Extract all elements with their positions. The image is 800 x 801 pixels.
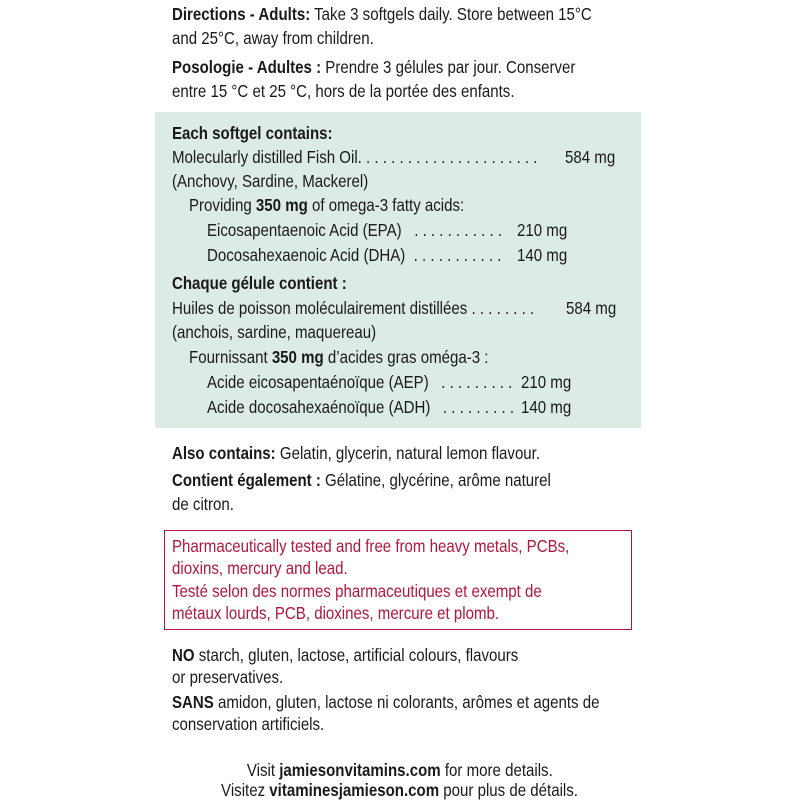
epa-fr-label: Acide eicosapentaénoïque (AEP) (207, 372, 429, 392)
fish-oil-fr-sources: (anchois, sardine, maquereau) (172, 322, 377, 342)
directions-en (172, 2, 592, 26)
ingredients-fr-heading: Chaque gélule contient : (172, 273, 347, 293)
website-link-en[interactable]: jamiesonvitamins.com (279, 760, 441, 780)
fish-oil-fr-row (172, 296, 534, 320)
also-contains-en-label: Also contains: (172, 443, 276, 463)
ingredients-en-heading: Each softgel contains: (172, 123, 333, 143)
also-contains-en: Also contains: Gelatin, glycerin, natural lemon flavour. (172, 443, 541, 463)
footer-en: Visit jamiesonvitamins.com for more details. (247, 760, 553, 780)
epa-en-row (207, 218, 502, 242)
directions-en-label: Directions - Adults: (172, 4, 311, 24)
omega3-fr-row: Fournissant 350 mg d’acides gras oméga-3 : (189, 347, 489, 367)
purity-en-line1: Pharmaceutically tested and free from heavy metals, PCBs, (172, 536, 570, 556)
omega3-en-amount: 350 mg (255, 195, 308, 215)
also-contains-fr: Contient également : Gélatine, glycérine, arôme naturel (172, 470, 551, 490)
epa-fr-row (207, 370, 512, 394)
free-from-en: NO starch, gluten, lactose, artificial colours, flavours (172, 645, 519, 665)
fish-oil-en-sources: (Anchovy, Sardine, Mackerel) (172, 171, 369, 191)
purity-fr-line2: métaux lourds, PCB, dioxines, mercure et plomb. (172, 603, 500, 623)
directions-fr-label: Posologie - Adultes : (172, 57, 322, 77)
fish-oil-fr-value: 584 mg (566, 298, 617, 318)
leader-dots: . . . . . . . . . . . (414, 220, 503, 240)
also-contains-fr-label: Contient également : (172, 470, 321, 490)
free-from-fr-label: SANS (172, 692, 214, 712)
leader-dots: . . . . . . . . . . . . . . . . . . . . . . (357, 147, 538, 167)
epa-en-value: 210 mg (517, 220, 568, 240)
directions-fr-text: Prendre 3 gélules par jour. Conserver (321, 57, 576, 77)
free-from-fr-line2: conservation artificiels. (172, 714, 325, 734)
fish-oil-en-row (172, 145, 537, 169)
epa-fr-value: 210 mg (521, 372, 572, 392)
footer-fr: Visitez vitaminesjamieson.com pour plus de détails. (221, 780, 579, 800)
leader-dots: . . . . . . . . . (441, 372, 513, 392)
directions-en-text: Take 3 softgels daily. Store between 15°C (310, 4, 592, 24)
purity-fr-line1: Testé selon des normes pharmaceutiques et exempt de (172, 581, 542, 601)
fish-oil-fr-label: Huiles de poisson moléculairement distillées (172, 298, 468, 318)
dha-fr-row (207, 395, 514, 419)
dha-en-row (207, 243, 501, 267)
epa-en-label: Eicosapentaenoic Acid (EPA) (207, 220, 402, 240)
leader-dots: . . . . . . . . (471, 298, 535, 318)
fish-oil-en-label: Molecularly distilled Fish Oil (172, 147, 358, 167)
fish-oil-en-value: 584 mg (565, 147, 616, 167)
free-from-en-line2: or preservatives. (172, 667, 284, 687)
also-contains-fr-line2: de citron. (172, 494, 234, 514)
free-from-fr: SANS amidon, gluten, lactose ni colorants, arômes et agents de (172, 692, 600, 712)
leader-dots: . . . . . . . . . . . (413, 245, 502, 265)
omega3-en-row: Providing 350 mg of omega-3 fatty acids: (189, 195, 465, 215)
directions-fr-line2: entre 15 °C et 25 °C, hors de la portée des enfants. (172, 81, 515, 101)
dha-en-value: 140 mg (517, 245, 568, 265)
omega3-fr-amount: 350 mg (271, 347, 324, 367)
dha-fr-value: 140 mg (521, 397, 572, 417)
website-link-fr[interactable]: vitaminesjamieson.com (269, 780, 440, 800)
free-from-en-label: NO (172, 645, 195, 665)
directions-en-line2: and 25°C, away from children. (172, 28, 374, 48)
leader-dots: . . . . . . . . . (442, 397, 515, 417)
dha-fr-label: Acide docosahexaénoïque (ADH) (207, 397, 431, 417)
purity-en-line2: dioxins, mercury and lead. (172, 558, 348, 578)
dha-en-label: Docosahexaenoic Acid (DHA) (207, 245, 406, 265)
directions-fr (172, 55, 575, 79)
